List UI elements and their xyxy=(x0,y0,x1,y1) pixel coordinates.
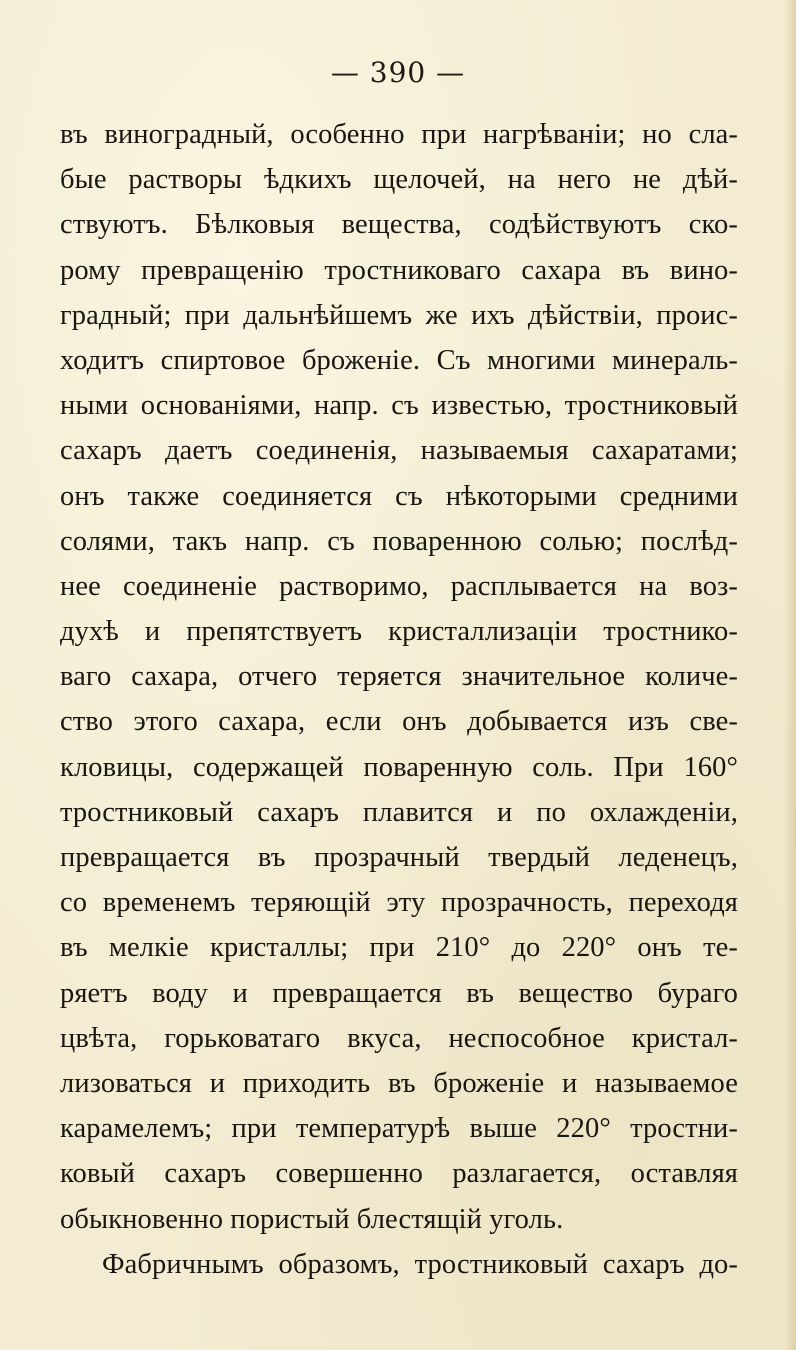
text-line-5: градный; при дальнѣйшемъ же ихъ дѣйствіи, проис- xyxy=(60,299,738,331)
text-line-23: карамелемъ; при температурѣ выше 220° тростни- xyxy=(60,1113,738,1145)
text-line-21: цвѣта, горьковатаго вкуса, неспособное кристал- xyxy=(60,1022,738,1054)
page-edge-shadow xyxy=(784,0,796,1350)
text-line-1: въ виноградный, особенно при нагрѣваніи; но сла- xyxy=(60,119,738,150)
text-line-11: нее соединеніе растворимо, расплывается на воз- xyxy=(60,570,738,602)
text-line-24: ковый сахаръ совершенно разлагается, оставляя xyxy=(60,1158,738,1190)
text-line-15: кловицы, содержащей поваренную соль. При 160° xyxy=(60,751,738,783)
text-line-6: ходитъ спиртовое броженіе. Съ многими минераль- xyxy=(60,344,738,376)
page-number: — 390 — xyxy=(330,56,466,89)
text-line-13: ваго сахара, отчего теряется значительное количе- xyxy=(60,661,738,693)
text-line-26: Фабричнымъ образомъ, тростниковый сахаръ до- xyxy=(102,1248,738,1280)
text-line-8: сахаръ даетъ соединенія, называемыя сахаратами; xyxy=(60,435,738,467)
body-text xyxy=(60,112,738,1287)
text-line-2: быe растворы ѣдкихъ щелочей, на него не дѣй- xyxy=(60,164,738,196)
text-line-16: тростниковый сахаръ плавится и по охлажденіи, xyxy=(60,796,738,828)
text-line-10: солями, такъ напр. съ поваренною солью; послѣд- xyxy=(60,525,738,557)
text-line-19: въ мелкіе кристаллы; при 210° до 220° онъ те- xyxy=(60,932,738,964)
text-line-9: онъ также соединяется съ нѣкоторыми средними xyxy=(60,480,738,512)
text-line-25: обыкновенно пористый блестящій уголь. xyxy=(60,1203,564,1235)
text-line-4: рому превращенію тростниковаго сахара въ вино- xyxy=(60,254,738,286)
text-line-7: ными основаніями, напр. съ известью, тростниковый xyxy=(60,390,738,422)
text-line-12: духѣ и препятствуетъ кристаллизаціи тростнико- xyxy=(60,616,738,648)
text-line-17: превращается въ прозрачный твердый леденецъ, xyxy=(60,842,738,873)
text-line-14: ство этого сахара, если онъ добывается изъ све- xyxy=(60,706,738,738)
text-line-20: ряетъ воду и превращается въ вещество бураго xyxy=(60,977,738,1009)
text-line-22: лизоваться и приходить въ броженіе и называемое xyxy=(60,1067,738,1099)
text-line-3: ствуютъ. Бѣлковыя вещества, содѣйствуютъ ско- xyxy=(60,209,738,241)
text-line-18: со временемъ теряющій эту прозрачность, переходя xyxy=(60,887,738,919)
